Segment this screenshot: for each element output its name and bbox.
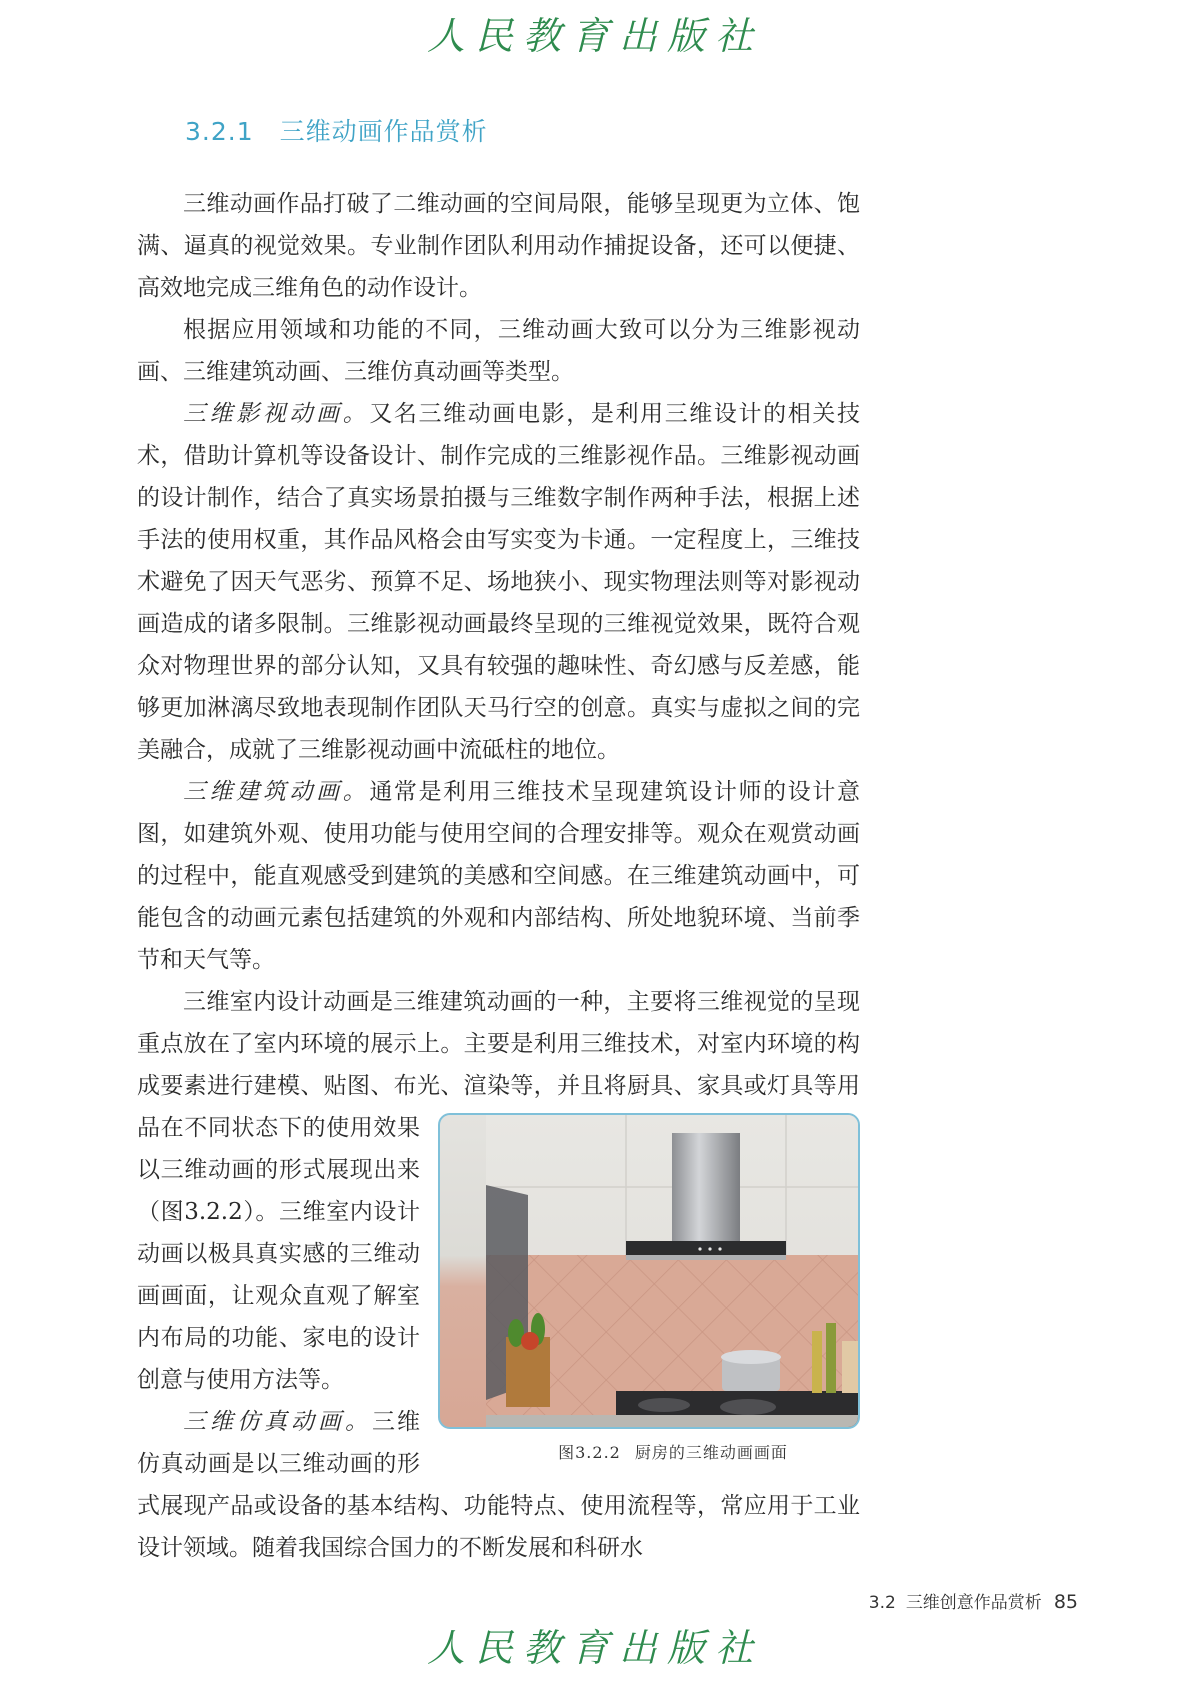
figure-caption	[438, 1441, 862, 1465]
term-film-animation: 三维影视动画。	[183, 401, 370, 427]
body-text	[137, 183, 860, 1569]
interior-animation-text-end: 具或灯具等用品在不同状态下的使用效果以三维动画的形式展现出来（图3.2.2）。三维室内设计动画以极具真实感的三维动画画面，让观众直观了解室内布局的功能、家电的设计创意与使用方法等。	[137, 1073, 861, 1393]
paragraph-architecture-animation	[137, 771, 860, 981]
interior-animation-text-start: 三维室内设计动画是三维建筑动画的一种，主要将三维视觉的呈现重点放在了室内环境的展示上。主要是利用三维技术，对室内环境的构成要素进行建模、贴图、布光、渲染等，并且将厨具、家	[137, 989, 860, 1099]
section-number: 3.2.1	[185, 117, 254, 146]
page-number: 85	[1053, 1591, 1078, 1613]
figure-number: 图3.2.2	[558, 1443, 621, 1462]
film-animation-text: 又名三维动画电影，是利用三维设计的相关技术，借助计算机等设备设计、制作完成的三维影视作品。三维影视动画的设计制作，结合了真实场景拍摄与三维数字制作两种手法，根据上述手法的使用权重，其作品风格会由写实变为卡通。一定程度上，三维技术避免了因天气恶劣、预算不足、场地狭小、现实物理法则等对影视动画造成的诸多限制。三维影视动画最终呈现的三维视觉效果，既符合观众对物理世界的部分认知，又具有较强的趣味性、奇幻感与反差感，能够更加淋漓尽致地表现制作团队天马行空的创意。真实与虚拟之间的完美融合，成就了三维影视动画中流砥柱的地位。	[137, 401, 861, 763]
paragraph-types: 根据应用领域和功能的不同，三维动画大致可以分为三维影视动画、三维建筑动画、三维仿真动画等类型。	[137, 317, 860, 385]
architecture-animation-text: 通常是利用三维技术呈现建筑设计师的设计意图，如建筑外观、使用功能与使用空间的合理安排等。观众在观赏动画的过程中，能直观感受到建筑的美感和空间感。在三维建筑动画中，可能包含的动画元素包括建筑的外观和内部结构、所处地貌环境、当前季节和天气等。	[137, 779, 861, 973]
paragraph-intro: 三维动画作品打破了二维动画的空间局限，能够呈现更为立体、饱满、逼真的视觉效果。专业制作团队利用动作捕捉设备，还可以便捷、高效地完成三维角色的动作设计。	[137, 191, 860, 301]
figure-kitchen	[438, 1113, 862, 1465]
footer-section-title: 三维创意作品赏析	[905, 1593, 1042, 1613]
kitchen-image	[438, 1113, 860, 1429]
simulation-animation-text: 三维仿真动画是以三维动画的形式展现产品或设备的基本结构、功能特点、使用流程等，常应用于工业设计领域。随着我国综合国力的不断发展和科研水	[137, 1409, 860, 1561]
section-heading	[185, 112, 488, 148]
publisher-logo-bottom: 人民教育出版社	[426, 1626, 763, 1670]
kitchen-illustration	[486, 1115, 860, 1427]
page-footer	[869, 1588, 1078, 1613]
section-title: 三维动画作品赏析	[279, 117, 488, 146]
footer-section-number: 3.2	[868, 1593, 896, 1613]
term-simulation-animation: 三维仿真动画。	[183, 1409, 372, 1435]
publisher-logo-top: 人民教育出版社	[426, 14, 763, 58]
figure-caption-text: 厨房的三维动画画面	[634, 1443, 788, 1462]
paragraph-film-animation	[137, 393, 860, 771]
term-architecture-animation: 三维建筑动画。	[183, 779, 370, 805]
